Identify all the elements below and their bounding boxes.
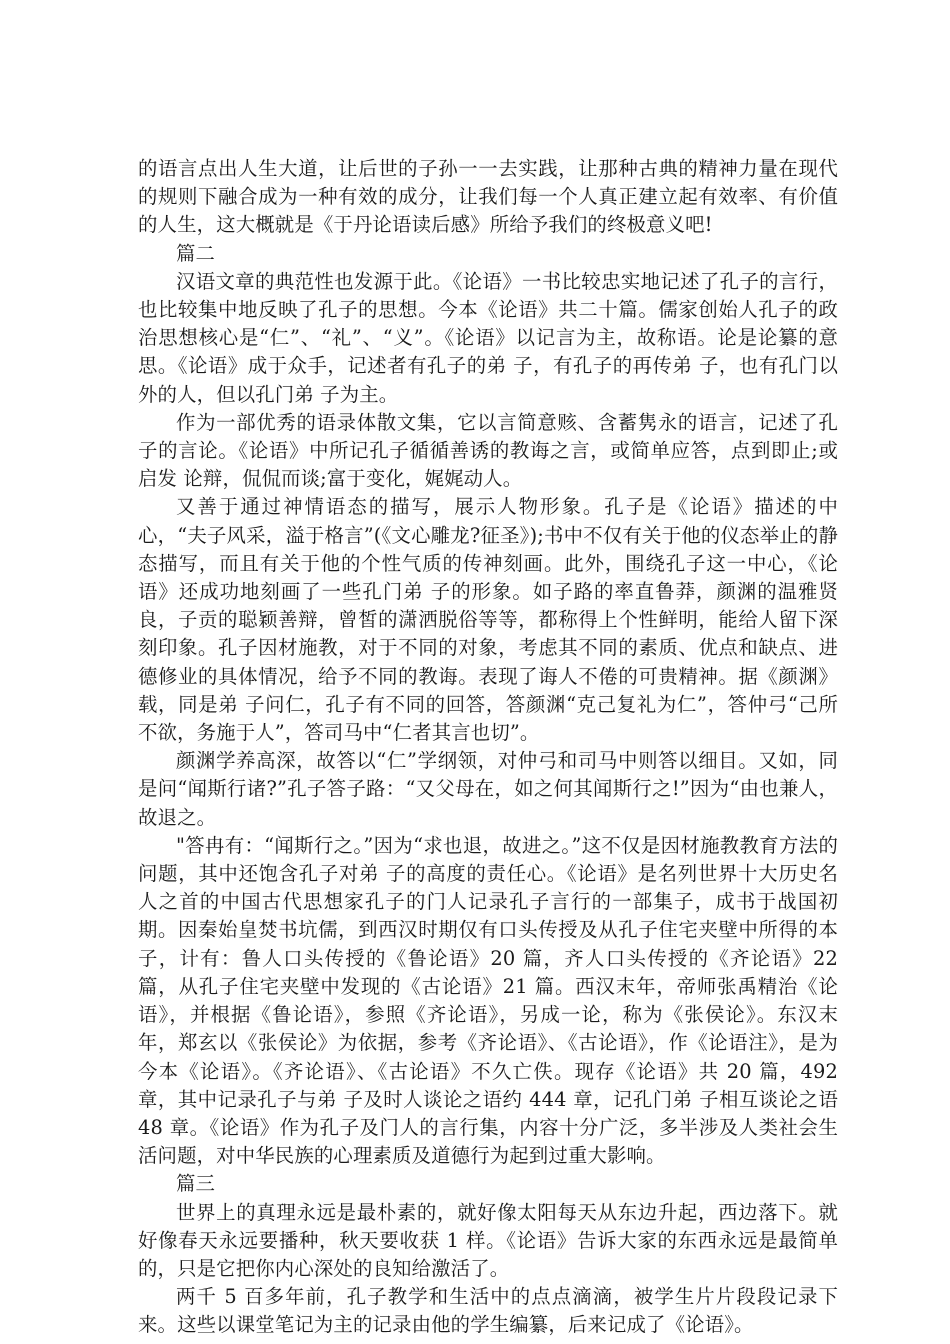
paragraph: 作为一部优秀的语录体散文集，它以言简意赅、含蓄隽永的语言，记述了孔子的言论。《论语》中所记孔子循循善诱的教诲之言，或简单应答，点到即止;或启发 论辩，侃侃而谈;富于变化，娓娓动人。 bbox=[138, 410, 838, 491]
document-body bbox=[138, 155, 838, 1340]
paragraph: 两千 5 百多年前，孔子教学和生活中的点点滴滴，被学生片片段段记录下来。这些以课堂笔记为主的记录由他的学生编纂，后来记成了《论语》。 bbox=[138, 1285, 838, 1337]
paragraph: 世界上的真理永远是最朴素的，就好像太阳每天从东边升起，西边落下。就好像春天永远要播种，秋天要收获 1 样。《论语》告诉大家的东西永远是最简单的，只是它把你内心深处的良知给激活了。 bbox=[138, 1200, 838, 1280]
paragraph: 颜渊学养高深，故答以“仁”学纲领，对仲弓和司马中则答以细目。又如，同是问“闻斯行诸?”孔子答子路：“又父母在，如之何其闻斯行之!”因为“由也兼人，故退之。 bbox=[138, 749, 838, 829]
section-heading-part-three: 篇三 bbox=[176, 1172, 216, 1196]
paragraph: 又善于通过神情语态的描写，展示人物形象。孔子是《论语》描述的中心，“夫子风采，溢于格言”(《文心雕龙?征圣》);书中不仅有关于他的仪态举止的静态描写，而且有关于他的个性气质的传神刻画。此外，围绕孔子这一中心，《论语》还成功地刻画了一些孔门弟 子的形象。如子路的率直鲁莽，颜渊的温雅贤良，子贡的聪颖善辩，曾皙的潇洒脱俗等等，都称得上个性鲜明，能给人留下深刻印象。孔子因材施教，对于不同的对象，考虑其不同的素质、优点和缺点、进德修业的具体情况，给予不同的教诲。表现了诲人不倦的可贵精神。据《颜渊》载，同是弟 子问仁，孔子有不同的回答，答颜渊“克己复礼为仁”，答仲弓“己所不欲，务施于人”，答司马中“仁者其言也切”。 bbox=[138, 495, 838, 745]
paragraph-intro-continuation: 的语言点出人生大道，让后世的子孙一一去实践，让那种古典的精神力量在现代的规则下融合成为一种有效的成分，让我们每一个人真正建立起有效率、有价值的人生，这大概就是《于丹论语读后感》所给予我们的终极意义吧! bbox=[138, 157, 838, 237]
paragraph: "答冉有：“闻斯行之。”因为“求也退，故进之。”这不仅是因材施教教育方法的问题，其中还饱含孔子对弟 子的高度的责任心。《论语》是名列世界十大历史名人之首的中国古代思想家孔子的门人记录孔子言行的一部集子，成书于战国初期。因秦始皇焚书坑儒，到西汉时期仅有口头传授及从孔子住宅夹壁中所得的本子，计有：鲁人口头传授的《鲁论语》20 篇，齐人口头传授的《齐论语》22 篇，从孔子住宅夹壁中发现的《古论语》21 篇。西汉末年，帝师张禹精治《论语》，并根据《鲁论语》，参照《齐论语》，另成一论，称为《张侯论》。东汉末年，郑玄以《张侯论》为依据，参考《齐论语》、《古论语》，作《论语注》，是为今本《论语》。《齐论语》、《古论语》不久亡佚。现存《论语》共 20 篇，492 章，其中记录孔子与弟 子及时人谈论之语约 444 章，记孔门弟 子相互谈论之语 48 章。《论语》作为孔子及门人的言行集，内容十分广泛，多半涉及人类社会生活问题，对中华民族的心理素质及道德行为起到过重大影响。 bbox=[138, 833, 838, 1168]
paragraph: 汉语文章的典范性也发源于此。《论语》一书比较忠实地记述了孔子的言行，也比较集中地反映了孔子的思想。今本《论语》共二十篇。儒家创始人孔子的政治思想核心是“仁”、“礼”、“义”。《论语》以记言为主，故称语。论是论纂的意思。《论语》成于众手，记述者有孔子的弟 子，有孔子的再传弟 子，也有孔门以外的人，但以孔门弟 子为主。 bbox=[138, 269, 838, 406]
section-heading-part-two: 篇二 bbox=[176, 241, 216, 265]
